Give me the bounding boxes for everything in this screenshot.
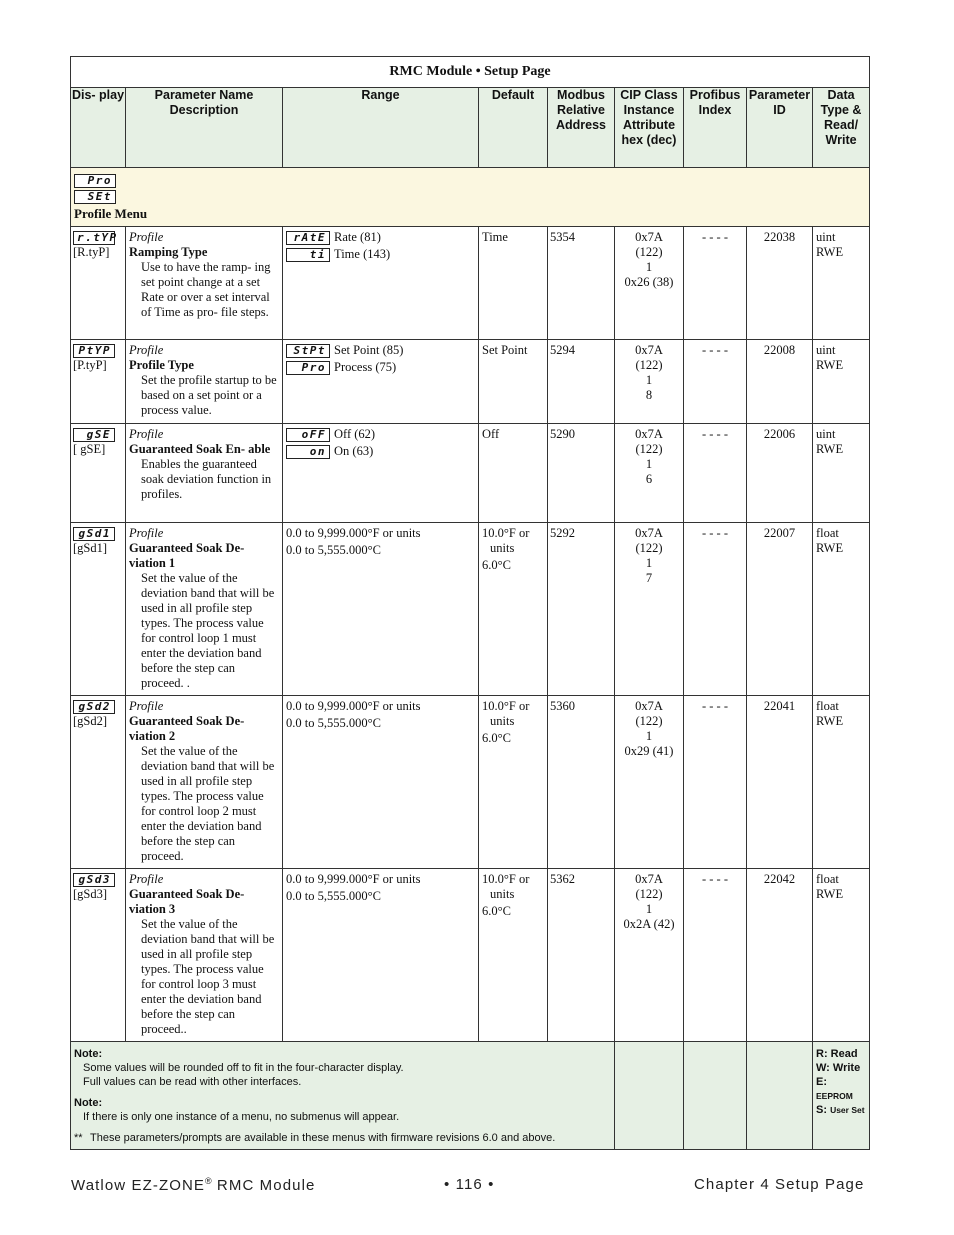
range-option-code: on: [286, 445, 330, 459]
note2-line1: If there is only one instance of a menu, no submenus will appear.: [83, 1111, 400, 1123]
profibus-cell: - - - -: [684, 340, 747, 424]
cip-line: (122): [635, 442, 663, 456]
footer-brand: Watlow EZ-ZONE® RMC Module: [71, 1176, 316, 1194]
parameter-name: Profile Type: [129, 358, 194, 372]
menu-display-bottom: SEt: [74, 190, 116, 204]
parameter-name-cell: [126, 869, 283, 1042]
range-option-code: oFF: [286, 428, 330, 442]
note1-line1: Some values will be rounded off to fit in the four-character display.: [83, 1062, 404, 1074]
header-profibus: Profibus Index: [684, 88, 747, 168]
parameter-name: Guaranteed Soak De- viation 3: [129, 887, 245, 916]
parameter-description: Enables the guaranteed soak deviation function in profiles.: [141, 457, 272, 501]
data-type-line: RWE: [816, 714, 844, 728]
default-line: 6.0°C: [482, 558, 511, 572]
default-line: Set Point: [482, 343, 528, 357]
data-type-cell: [813, 424, 870, 523]
data-type-line: RWE: [816, 541, 844, 555]
default-line: 10.0°F or: [482, 872, 530, 886]
cip-line: 1: [645, 457, 653, 471]
notes-row: [71, 1042, 870, 1150]
cip-line: 0x7A: [635, 699, 663, 713]
range-option: [286, 230, 475, 245]
parameter-id-cell: 22006: [747, 424, 813, 523]
profibus-cell: - - - -: [684, 523, 747, 696]
parameter-name: Ramping Type: [129, 245, 208, 259]
parameter-id-cell: 22008: [747, 340, 813, 424]
cip-line: (122): [635, 887, 663, 901]
range-option-label: Off (62): [334, 427, 376, 441]
menu-label: Profile Menu: [74, 206, 148, 221]
display-abbr: [gSd2]: [73, 714, 108, 728]
modbus-cell: 5294: [548, 340, 615, 424]
default-line: units: [490, 887, 515, 901]
display-cell: [71, 696, 126, 869]
data-type-line: uint: [816, 230, 836, 244]
cip-line: 7: [645, 571, 653, 585]
table-row: [71, 424, 870, 523]
parameter-name: Guaranteed Soak De- viation 1: [129, 541, 245, 570]
table-row: [71, 696, 870, 869]
display-code: gSd3: [73, 873, 115, 887]
cip-cell: [615, 340, 684, 424]
cip-cell: [615, 227, 684, 340]
range-line: 0.0 to 9,999.000°F or units: [286, 872, 421, 886]
cip-line: 1: [645, 373, 653, 387]
modbus-cell: 5290: [548, 424, 615, 523]
parameter-name-cell: [126, 696, 283, 869]
setup-parameter-table: [70, 56, 870, 1150]
display-code: gSd2: [73, 700, 115, 714]
cip-line: 1: [645, 902, 653, 916]
modbus-cell: 5362: [548, 869, 615, 1042]
cip-line: 1: [645, 729, 653, 743]
parameter-id-cell: 22041: [747, 696, 813, 869]
data-type-line: float: [816, 872, 839, 886]
display-abbr: [ gSE]: [73, 442, 106, 456]
parameter-menu: Profile: [129, 699, 164, 713]
footer-page-number: • 116 •: [444, 1176, 495, 1193]
parameter-menu: Profile: [129, 230, 164, 244]
display-abbr: [P.tyP]: [73, 358, 107, 372]
range-option: [286, 360, 475, 375]
parameter-description: Set the value of the deviation band that will be used in all profile step types. The process value for control loop 1 must enter the deviation band before the step can proceed. .: [141, 571, 275, 690]
notes-blank-profibus: [684, 1042, 747, 1150]
display-code: r.tYP: [73, 231, 115, 245]
table-row: [71, 869, 870, 1042]
range-option: [286, 343, 475, 358]
menu-display-top: Pro: [74, 174, 116, 188]
display-code: gSd1: [73, 527, 115, 541]
default-cell: [479, 227, 548, 340]
cip-line: 6: [645, 472, 653, 486]
display-cell: [71, 340, 126, 424]
data-type-cell: [813, 523, 870, 696]
cip-line: 0x7A: [635, 343, 663, 357]
data-type-cell: [813, 340, 870, 424]
display-abbr: [gSd1]: [73, 541, 108, 555]
parameter-name-cell: [126, 340, 283, 424]
note1-heading: Note:: [74, 1048, 103, 1060]
parameter-name: Guaranteed Soak De- viation 2: [129, 714, 245, 743]
header-data-type: Data Type & Read/ Write: [813, 88, 870, 168]
range-option-label: Time (143): [334, 247, 391, 261]
header-display: Dis- play: [71, 88, 126, 168]
default-cell: [479, 340, 548, 424]
default-line: 6.0°C: [482, 904, 511, 918]
notes-blank-pid: [747, 1042, 813, 1150]
header-parameter-id: Parameter ID: [747, 88, 813, 168]
cip-line: 1: [645, 260, 653, 274]
parameter-menu: Profile: [129, 872, 164, 886]
range-option-label: Set Point (85): [334, 343, 404, 357]
range-option: [286, 427, 475, 442]
header-parameter-name: Parameter Name Description: [126, 88, 283, 168]
cip-line: 0x29 (41): [624, 744, 674, 758]
data-type-line: uint: [816, 427, 836, 441]
parameter-description: Set the value of the deviation band that will be used in all profile step types. The process value for control loop 2 must enter the deviation band before the step can proceed.: [141, 744, 275, 863]
header-row: [71, 88, 870, 168]
table-row: [71, 523, 870, 696]
parameter-id-cell: 22007: [747, 523, 813, 696]
header-default: Default: [479, 88, 548, 168]
cip-line: (122): [635, 245, 663, 259]
range-option-code: StPt: [286, 344, 330, 358]
profibus-cell: - - - -: [684, 227, 747, 340]
cip-line: 0x7A: [635, 526, 663, 540]
range-cell: [283, 696, 479, 869]
range-option-label: Rate (81): [334, 230, 381, 244]
range-option-label: On (63): [334, 444, 374, 458]
display-cell: [71, 424, 126, 523]
parameter-name: Guaranteed Soak En- able: [129, 442, 271, 456]
cip-line: 0x2A (42): [623, 917, 675, 931]
default-line: Time: [482, 230, 508, 244]
data-type-line: RWE: [816, 245, 844, 259]
data-type-cell: [813, 869, 870, 1042]
default-cell: [479, 696, 548, 869]
modbus-cell: 5360: [548, 696, 615, 869]
cip-line: (122): [635, 714, 663, 728]
default-line: 10.0°F or: [482, 526, 530, 540]
cip-line: 0x7A: [635, 872, 663, 886]
footer-chapter: Chapter 4 Setup Page: [694, 1176, 865, 1193]
range-line: 0.0 to 5,555.000°C: [286, 889, 381, 903]
range-option-label: Process (75): [334, 360, 397, 374]
firmware-note: ** These parameters/prompts are available in these menus with firmware revisions 6.0 and above.: [74, 1132, 556, 1144]
data-type-cell: [813, 696, 870, 869]
profibus-cell: - - - -: [684, 424, 747, 523]
default-line: units: [490, 714, 515, 728]
default-line: units: [490, 541, 515, 555]
display-cell: [71, 869, 126, 1042]
range-cell: [283, 869, 479, 1042]
data-type-line: RWE: [816, 358, 844, 372]
modbus-cell: 5354: [548, 227, 615, 340]
range-option: [286, 444, 475, 459]
data-type-line: RWE: [816, 442, 844, 456]
cip-line: 0x26 (38): [624, 275, 674, 289]
range-cell: [283, 424, 479, 523]
data-type-line: float: [816, 699, 839, 713]
cip-cell: [615, 424, 684, 523]
display-abbr: [R.tyP]: [73, 245, 110, 259]
table-title: RMC Module • Setup Page: [71, 57, 870, 88]
notes-blank-cip: [615, 1042, 684, 1150]
range-option-code: ti: [286, 248, 330, 262]
parameter-description: Set the value of the deviation band that will be used in all profile step types. The process value for control loop 3 must enter the deviation band before the step can proceed..: [141, 917, 275, 1036]
note2-heading: Note:: [74, 1097, 103, 1109]
display-cell: [71, 227, 126, 340]
default-line: Off: [482, 427, 500, 441]
parameter-name-cell: [126, 523, 283, 696]
data-type-line: RWE: [816, 887, 844, 901]
rwe-legend: R: Read W: Write E: EEPROM S: User Set: [813, 1042, 870, 1150]
cip-line: (122): [635, 541, 663, 555]
range-option-code: rAtE: [286, 231, 330, 245]
cip-line: 1: [645, 556, 653, 570]
default-cell: [479, 869, 548, 1042]
profile-menu-row: [71, 168, 870, 227]
range-cell: [283, 523, 479, 696]
cip-line: 8: [645, 388, 653, 402]
profibus-cell: - - - -: [684, 869, 747, 1042]
parameter-menu: Profile: [129, 427, 164, 441]
header-range: Range: [283, 88, 479, 168]
cip-line: 0x7A: [635, 427, 663, 441]
cip-cell: [615, 869, 684, 1042]
modbus-cell: 5292: [548, 523, 615, 696]
table-row: [71, 227, 870, 340]
range-option: [286, 247, 475, 262]
parameter-name-cell: [126, 227, 283, 340]
range-line: 0.0 to 9,999.000°F or units: [286, 699, 421, 713]
cip-cell: [615, 696, 684, 869]
profibus-cell: - - - -: [684, 696, 747, 869]
range-line: 0.0 to 9,999.000°F or units: [286, 526, 421, 540]
parameter-menu: Profile: [129, 343, 164, 357]
parameter-name-cell: [126, 424, 283, 523]
header-cip: CIP Class Instance Attribute hex (dec): [615, 88, 684, 168]
cip-line: 0x7A: [635, 230, 663, 244]
note1-line2: Full values can be read with other interfaces.: [83, 1076, 302, 1088]
parameter-description: Use to have the ramp- ing set point change at a set Rate or over a set interval of Time as pro- file steps.: [141, 260, 271, 319]
header-modbus: Modbus Relative Address: [548, 88, 615, 168]
display-code: PtYP: [73, 344, 115, 358]
parameter-id-cell: 22042: [747, 869, 813, 1042]
data-type-line: uint: [816, 343, 836, 357]
default-line: 6.0°C: [482, 731, 511, 745]
data-type-cell: [813, 227, 870, 340]
table-row: [71, 340, 870, 424]
range-option-code: Pro: [286, 361, 330, 375]
range-line: 0.0 to 5,555.000°C: [286, 543, 381, 557]
cip-line: (122): [635, 358, 663, 372]
parameter-description: Set the profile startup to be based on a set point or a process value.: [141, 373, 277, 417]
range-line: 0.0 to 5,555.000°C: [286, 716, 381, 730]
default-cell: [479, 523, 548, 696]
display-abbr: [gSd3]: [73, 887, 108, 901]
display-code: gSE: [73, 428, 115, 442]
parameter-menu: Profile: [129, 526, 164, 540]
parameter-id-cell: 22038: [747, 227, 813, 340]
data-type-line: float: [816, 526, 839, 540]
default-cell: [479, 424, 548, 523]
default-line: 10.0°F or: [482, 699, 530, 713]
parameter-rows: [71, 227, 870, 1042]
cip-cell: [615, 523, 684, 696]
range-cell: [283, 340, 479, 424]
range-cell: [283, 227, 479, 340]
display-cell: [71, 523, 126, 696]
